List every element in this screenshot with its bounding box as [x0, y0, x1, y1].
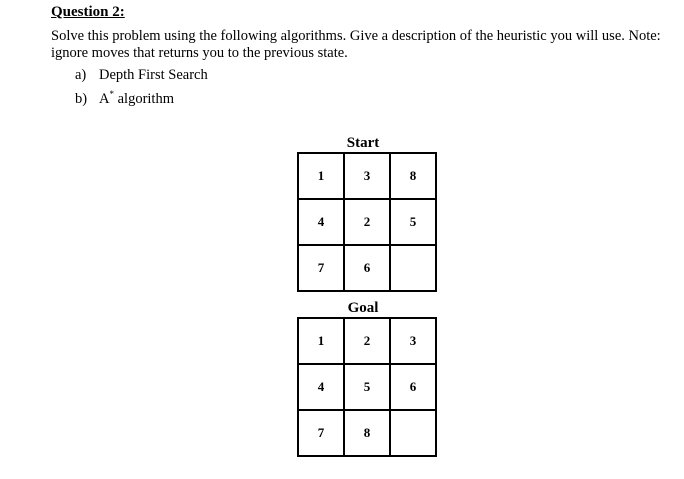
grid-row [298, 153, 436, 199]
option-letter: a) [75, 67, 87, 83]
grid-cell: 4 [298, 199, 344, 245]
instruction-line-1: Solve this problem using the following algorithms. Give a description of the heuristic you will use. Note: [51, 28, 661, 44]
grid-cell-blank [390, 245, 436, 291]
grid-cell: 6 [344, 245, 390, 291]
option-text: A [99, 90, 110, 107]
option-suffix: algorithm [113, 90, 174, 107]
grid-row [298, 245, 436, 291]
grid-cell: 4 [298, 364, 344, 410]
instruction-line-2: ignore moves that returns you to the previous state. [51, 45, 348, 61]
grid-cell-blank [390, 410, 436, 456]
grid-cell: 1 [298, 318, 344, 364]
grid-row [298, 318, 436, 364]
algorithm-options [75, 66, 208, 109]
option-superscript: * [109, 89, 114, 99]
grid-cell: 5 [344, 364, 390, 410]
option-depth-first-search [75, 66, 208, 85]
grid-cell: 7 [298, 245, 344, 291]
grid-row [298, 364, 436, 410]
start-label: Start [346, 135, 380, 151]
option-a-star [75, 85, 208, 109]
grid-cell: 7 [298, 410, 344, 456]
grid-cell: 3 [390, 318, 436, 364]
grid-cell: 8 [344, 410, 390, 456]
grid-cell: 2 [344, 199, 390, 245]
grid-cell: 1 [298, 153, 344, 199]
goal-label: Goal [347, 300, 379, 316]
grid-cell: 3 [344, 153, 390, 199]
grid-cell: 8 [390, 153, 436, 199]
grid-row [298, 199, 436, 245]
question-instructions [51, 28, 681, 62]
grid-cell: 5 [390, 199, 436, 245]
grid-cell: 6 [390, 364, 436, 410]
grid-cell: 2 [344, 318, 390, 364]
option-letter: b) [75, 90, 88, 107]
goal-grid [297, 317, 437, 457]
question-heading: Question 2: [51, 4, 125, 20]
start-grid [297, 152, 437, 292]
option-text: Depth First Search [99, 67, 208, 83]
grid-row [298, 410, 436, 456]
